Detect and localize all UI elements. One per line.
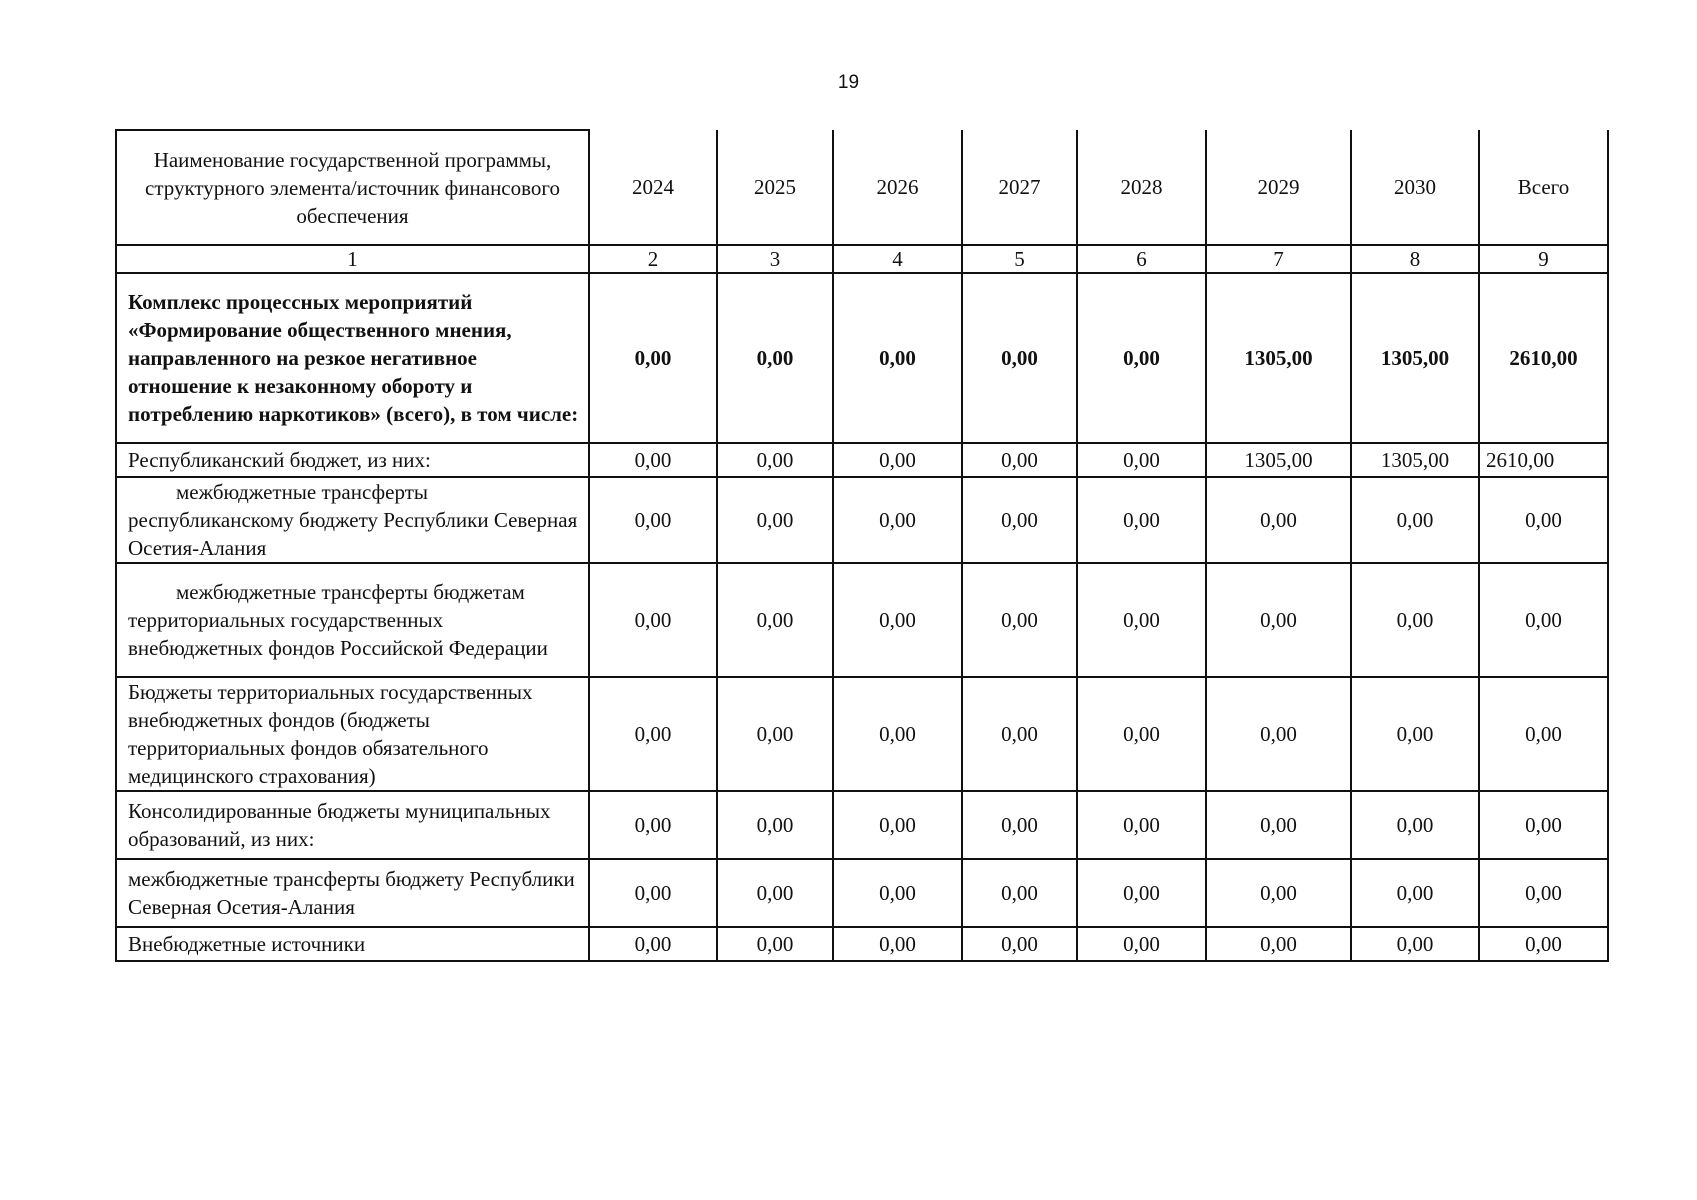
value-cell: 0,00 bbox=[1077, 677, 1206, 791]
table-row bbox=[116, 791, 1608, 859]
value-cell: 0,00 bbox=[1206, 677, 1351, 791]
value-cell: 0,00 bbox=[1479, 677, 1608, 791]
value-cell: 0,00 bbox=[833, 563, 962, 677]
value-cell: 0,00 bbox=[1206, 563, 1351, 677]
table-row bbox=[116, 927, 1608, 961]
value-cell: 0,00 bbox=[962, 443, 1077, 477]
value-cell: 0,00 bbox=[589, 927, 717, 961]
value-cell: 0,00 bbox=[717, 477, 833, 563]
value-cell: 0,00 bbox=[1479, 859, 1608, 927]
row-label: межбюджетные трансферты бюджетам территориальных государственных внебюджетных фондов Российской Федерации bbox=[116, 563, 589, 677]
column-number: 8 bbox=[1351, 245, 1479, 273]
value-cell: 0,00 bbox=[1206, 477, 1351, 563]
column-number: 7 bbox=[1206, 245, 1351, 273]
value-cell: 0,00 bbox=[962, 927, 1077, 961]
value-cell: 0,00 bbox=[589, 273, 717, 443]
row-label: Бюджеты территориальных государственных внебюджетных фондов (бюджеты территориальных фондов обязательного медицинского страхования) bbox=[116, 677, 589, 791]
header-year-cell: 2024 bbox=[589, 130, 717, 245]
value-cell: 0,00 bbox=[833, 273, 962, 443]
value-cell: 0,00 bbox=[589, 563, 717, 677]
row-label: Республиканский бюджет, из них: bbox=[116, 443, 589, 477]
value-cell: 0,00 bbox=[1351, 859, 1479, 927]
value-cell: 0,00 bbox=[1351, 563, 1479, 677]
value-cell: 0,00 bbox=[1077, 859, 1206, 927]
value-cell: 1305,00 bbox=[1206, 273, 1351, 443]
header-name-cell: Наименование государственной программы, структурного элемента/источник финансового обеспечения bbox=[116, 130, 589, 245]
value-cell: 0,00 bbox=[833, 477, 962, 563]
value-cell: 0,00 bbox=[1479, 927, 1608, 961]
value-cell: 0,00 bbox=[833, 677, 962, 791]
page-number: 19 bbox=[837, 72, 860, 93]
table-row bbox=[116, 859, 1608, 927]
column-number-row bbox=[116, 245, 1608, 273]
value-cell: 0,00 bbox=[589, 677, 717, 791]
value-cell: 0,00 bbox=[962, 477, 1077, 563]
value-cell: 0,00 bbox=[833, 791, 962, 859]
value-cell: 0,00 bbox=[1206, 927, 1351, 961]
header-year-cell: 2030 bbox=[1351, 130, 1479, 245]
value-cell: 0,00 bbox=[833, 927, 962, 961]
column-number: 1 bbox=[116, 245, 589, 273]
row-label: Внебюджетные источники bbox=[116, 927, 589, 961]
value-cell: 0,00 bbox=[717, 443, 833, 477]
row-label: Комплекс процессных мероприятий «Формирование общественного мнения, направленного на резкое негативное отношение к незаконному обороту и потреблению наркотиков» (всего), в том числе: bbox=[116, 273, 589, 443]
column-number: 3 bbox=[717, 245, 833, 273]
value-cell: 0,00 bbox=[1479, 563, 1608, 677]
value-cell: 0,00 bbox=[962, 563, 1077, 677]
value-cell: 1305,00 bbox=[1206, 443, 1351, 477]
value-cell: 2610,00 bbox=[1479, 443, 1608, 477]
header-row bbox=[116, 130, 1608, 245]
value-cell: 0,00 bbox=[833, 443, 962, 477]
header-year-cell: 2028 bbox=[1077, 130, 1206, 245]
table-row bbox=[116, 563, 1608, 677]
value-cell: 0,00 bbox=[962, 273, 1077, 443]
value-cell: 0,00 bbox=[717, 273, 833, 443]
column-number: 4 bbox=[833, 245, 962, 273]
value-cell: 0,00 bbox=[589, 477, 717, 563]
value-cell: 1305,00 bbox=[1351, 443, 1479, 477]
value-cell: 0,00 bbox=[717, 927, 833, 961]
header-year-cell: 2026 bbox=[833, 130, 962, 245]
value-cell: 0,00 bbox=[717, 677, 833, 791]
value-cell: 0,00 bbox=[1077, 791, 1206, 859]
column-number: 2 bbox=[589, 245, 717, 273]
table-row bbox=[116, 477, 1608, 563]
value-cell: 0,00 bbox=[589, 791, 717, 859]
header-total-cell: Всего bbox=[1479, 130, 1608, 245]
value-cell: 0,00 bbox=[589, 443, 717, 477]
table-row-total bbox=[116, 273, 1608, 443]
value-cell: 0,00 bbox=[962, 677, 1077, 791]
value-cell: 0,00 bbox=[1206, 859, 1351, 927]
value-cell: 0,00 bbox=[833, 859, 962, 927]
column-number: 5 bbox=[962, 245, 1077, 273]
value-cell: 1305,00 bbox=[1351, 273, 1479, 443]
value-cell: 0,00 bbox=[962, 791, 1077, 859]
value-cell: 2610,00 bbox=[1479, 273, 1608, 443]
value-cell: 0,00 bbox=[1351, 791, 1479, 859]
header-year-cell: 2029 bbox=[1206, 130, 1351, 245]
value-cell: 0,00 bbox=[1206, 791, 1351, 859]
value-cell: 0,00 bbox=[962, 859, 1077, 927]
value-cell: 0,00 bbox=[1077, 443, 1206, 477]
table-row bbox=[116, 677, 1608, 791]
value-cell: 0,00 bbox=[1351, 927, 1479, 961]
value-cell: 0,00 bbox=[1077, 563, 1206, 677]
value-cell: 0,00 bbox=[1351, 477, 1479, 563]
financing-table bbox=[115, 129, 1609, 962]
value-cell: 0,00 bbox=[717, 563, 833, 677]
value-cell: 0,00 bbox=[1479, 477, 1608, 563]
value-cell: 0,00 bbox=[1351, 677, 1479, 791]
value-cell: 0,00 bbox=[717, 791, 833, 859]
value-cell: 0,00 bbox=[1077, 927, 1206, 961]
row-label: межбюджетные трансферты бюджету Республики Северная Осетия-Алания bbox=[116, 859, 589, 927]
value-cell: 0,00 bbox=[589, 859, 717, 927]
column-number: 6 bbox=[1077, 245, 1206, 273]
row-label: межбюджетные трансферты республиканскому бюджету Республики Северная Осетия-Алания bbox=[116, 477, 589, 563]
header-year-cell: 2025 bbox=[717, 130, 833, 245]
value-cell: 0,00 bbox=[1479, 791, 1608, 859]
value-cell: 0,00 bbox=[1077, 273, 1206, 443]
value-cell: 0,00 bbox=[1077, 477, 1206, 563]
header-year-cell: 2027 bbox=[962, 130, 1077, 245]
row-label: Консолидированные бюджеты муниципальных образований, из них: bbox=[116, 791, 589, 859]
column-number: 9 bbox=[1479, 245, 1608, 273]
value-cell: 0,00 bbox=[717, 859, 833, 927]
table-row bbox=[116, 443, 1608, 477]
